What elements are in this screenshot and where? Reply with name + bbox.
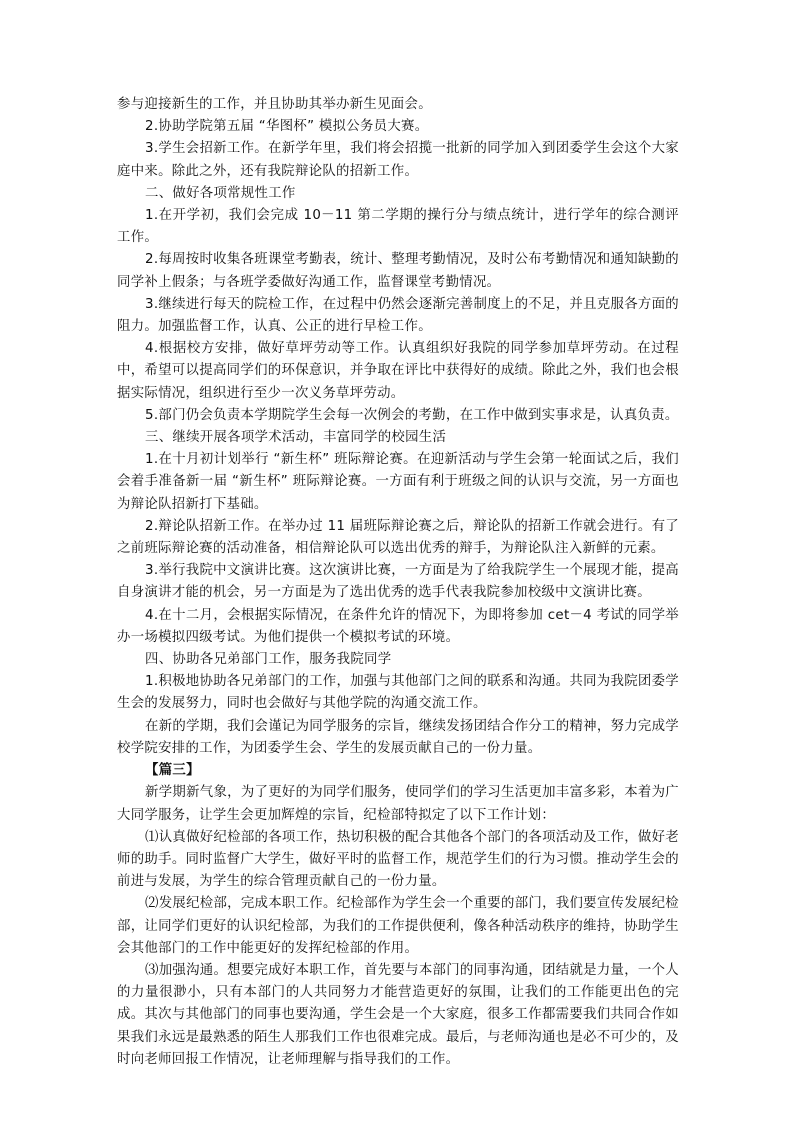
section-heading: 二、做好各项常规性工作 xyxy=(145,185,296,201)
paragraph: ⑴认真做好纪检部的各项工作，热切积极的配合其他各个部门的各项活动及工作，做好老师的助手。同时监督广大学生，做好平时的监督工作，规范学生们的行为习惯。推动学生会的前进与发展，为学生的综合管理贡献自己的一份力量。 xyxy=(117,829,679,890)
paragraph: 参与迎接新生的工作，并且协助其举办新生见面会。 xyxy=(117,97,432,112)
section-heading: 四、协助各兄弟部门工作，服务我院同学 xyxy=(145,652,392,668)
paragraph: 1.积极地协助各兄弟部门的工作，加强与其他部门之间的联系和沟通。共同为我院团委学生会的发展努力，同时也会做好与其他学院的沟通交流工作。 xyxy=(117,674,679,712)
paragraph: 2.辩论队招新工作。在举办过 11 届班际辩论赛之后，辩论队的招新工作就会进行。有了之前班际辩论赛的活动准备，相信辩论队可以选出优秀的辩手，为辩论队注入新鲜的元素。 xyxy=(117,518,679,557)
paragraph: 3.继续进行每天的院检工作，在过程中仍然会逐渐完善制度上的不足，并且克服各方面的阻力。加强监督工作，认真、公正的进行早检工作。 xyxy=(117,296,679,335)
chapter-heading: 【篇三】 xyxy=(145,763,200,779)
paragraph: 在新的学期，我们会谨记为同学服务的宗旨，继续发扬团结合作分工的精神，努力完成学校学院安排的工作，为团委学生会、学生的发展贡献自己的一份力量。 xyxy=(117,718,679,756)
document-page xyxy=(117,94,679,1071)
paragraph: 3.学生会招新工作。在新学年里，我们将会招揽一批新的同学加入到团委学生会这个大家庭中来。除此之外，还有我院辩论队的招新工作。 xyxy=(117,141,679,179)
paragraph: 2.每周按时收集各班课堂考勤表，统计、整理考勤情况，及时公布考勤情况和通知缺勤的同学补上假条；与各班学委做好沟通工作，监督课堂考勤情况。 xyxy=(117,252,679,290)
paragraph: 5.部门仍会负责本学期院学生会每一次例会的考勤，在工作中做到实事求是，认真负责。 xyxy=(145,407,679,423)
paragraph: 1.在开学初，我们会完成 10－11 第二学期的操行分与绩点统计，进行学年的综合测评工作。 xyxy=(117,208,679,246)
paragraph: 新学期新气象，为了更好的为同学们服务，使同学们的学习生活更加丰富多彩，本着为广大同学服务，让学生会更加辉煌的宗旨，纪检部特拟定了以下工作计划： xyxy=(117,785,679,823)
paragraph: 4.在十二月，会根据实际情况，在条件允许的情况下，为即将参加 cet－4 考试的同学举办一场模拟四级考试。为他们提供一个模拟考试的环境。 xyxy=(117,607,679,645)
paragraph: 4.根据校方安排，做好草坪劳动等工作。认真组织好我院的同学参加草坪劳动。在过程中，希望可以提高同学们的环保意识，并争取在评比中获得好的成绩。除此之外，我们也会根据实际情况，组织进行至少一次义务草坪劳动。 xyxy=(117,341,679,401)
paragraph: 1.在十月初计划举行 “新生杯” 班际辩论赛。在迎新活动与学生会第一轮面试之后，我们会着手准备新一届 “新生杯” 班际辩论赛。一方面有利于班级之间的认识与交流，另一方面也为辩论队招新打下基础。 xyxy=(117,452,679,512)
paragraph: 3.举行我院中文演讲比赛。这次演讲比赛，一方面是为了给我院学生一个展现才能，提高自身演讲才能的机会，另一方面是为了选出优秀的选手代表我院参加校级中文演讲比赛。 xyxy=(117,563,679,601)
paragraph: ⑶加强沟通。想要完成好本职工作，首先要与本部门的同事沟通，团结就是力量，一个人的力量很渺小，只有本部门的人共同努力才能营造更好的氛围，让我们的工作能更出色的完成。其次与其他部门的同事也要沟通，学生会是一个大家庭，很多工作都需要我们共同合作如果我们永远是最熟悉的陌生人那我们工作也很难完成。最后，与老师沟通也是必不可少的，及时向老师回报工作情况，让老师理解与指导我们的工作。 xyxy=(117,962,679,1067)
paragraph: 2.协助学院第五届 “华图杯” 模拟公务员大赛。 xyxy=(145,119,429,135)
paragraph: ⑵发展纪检部，完成本职工作。纪检部作为学生会一个重要的部门，我们要宣传发展纪检部，让同学们更好的认识纪检部，为我们的工作提供便利，像各种活动秩序的维持，协助学生会其他部门的工作中能更好的发挥纪检部的作用。 xyxy=(117,896,679,956)
section-heading: 三、继续开展各项学术活动，丰富同学的校园生活 xyxy=(145,430,447,446)
